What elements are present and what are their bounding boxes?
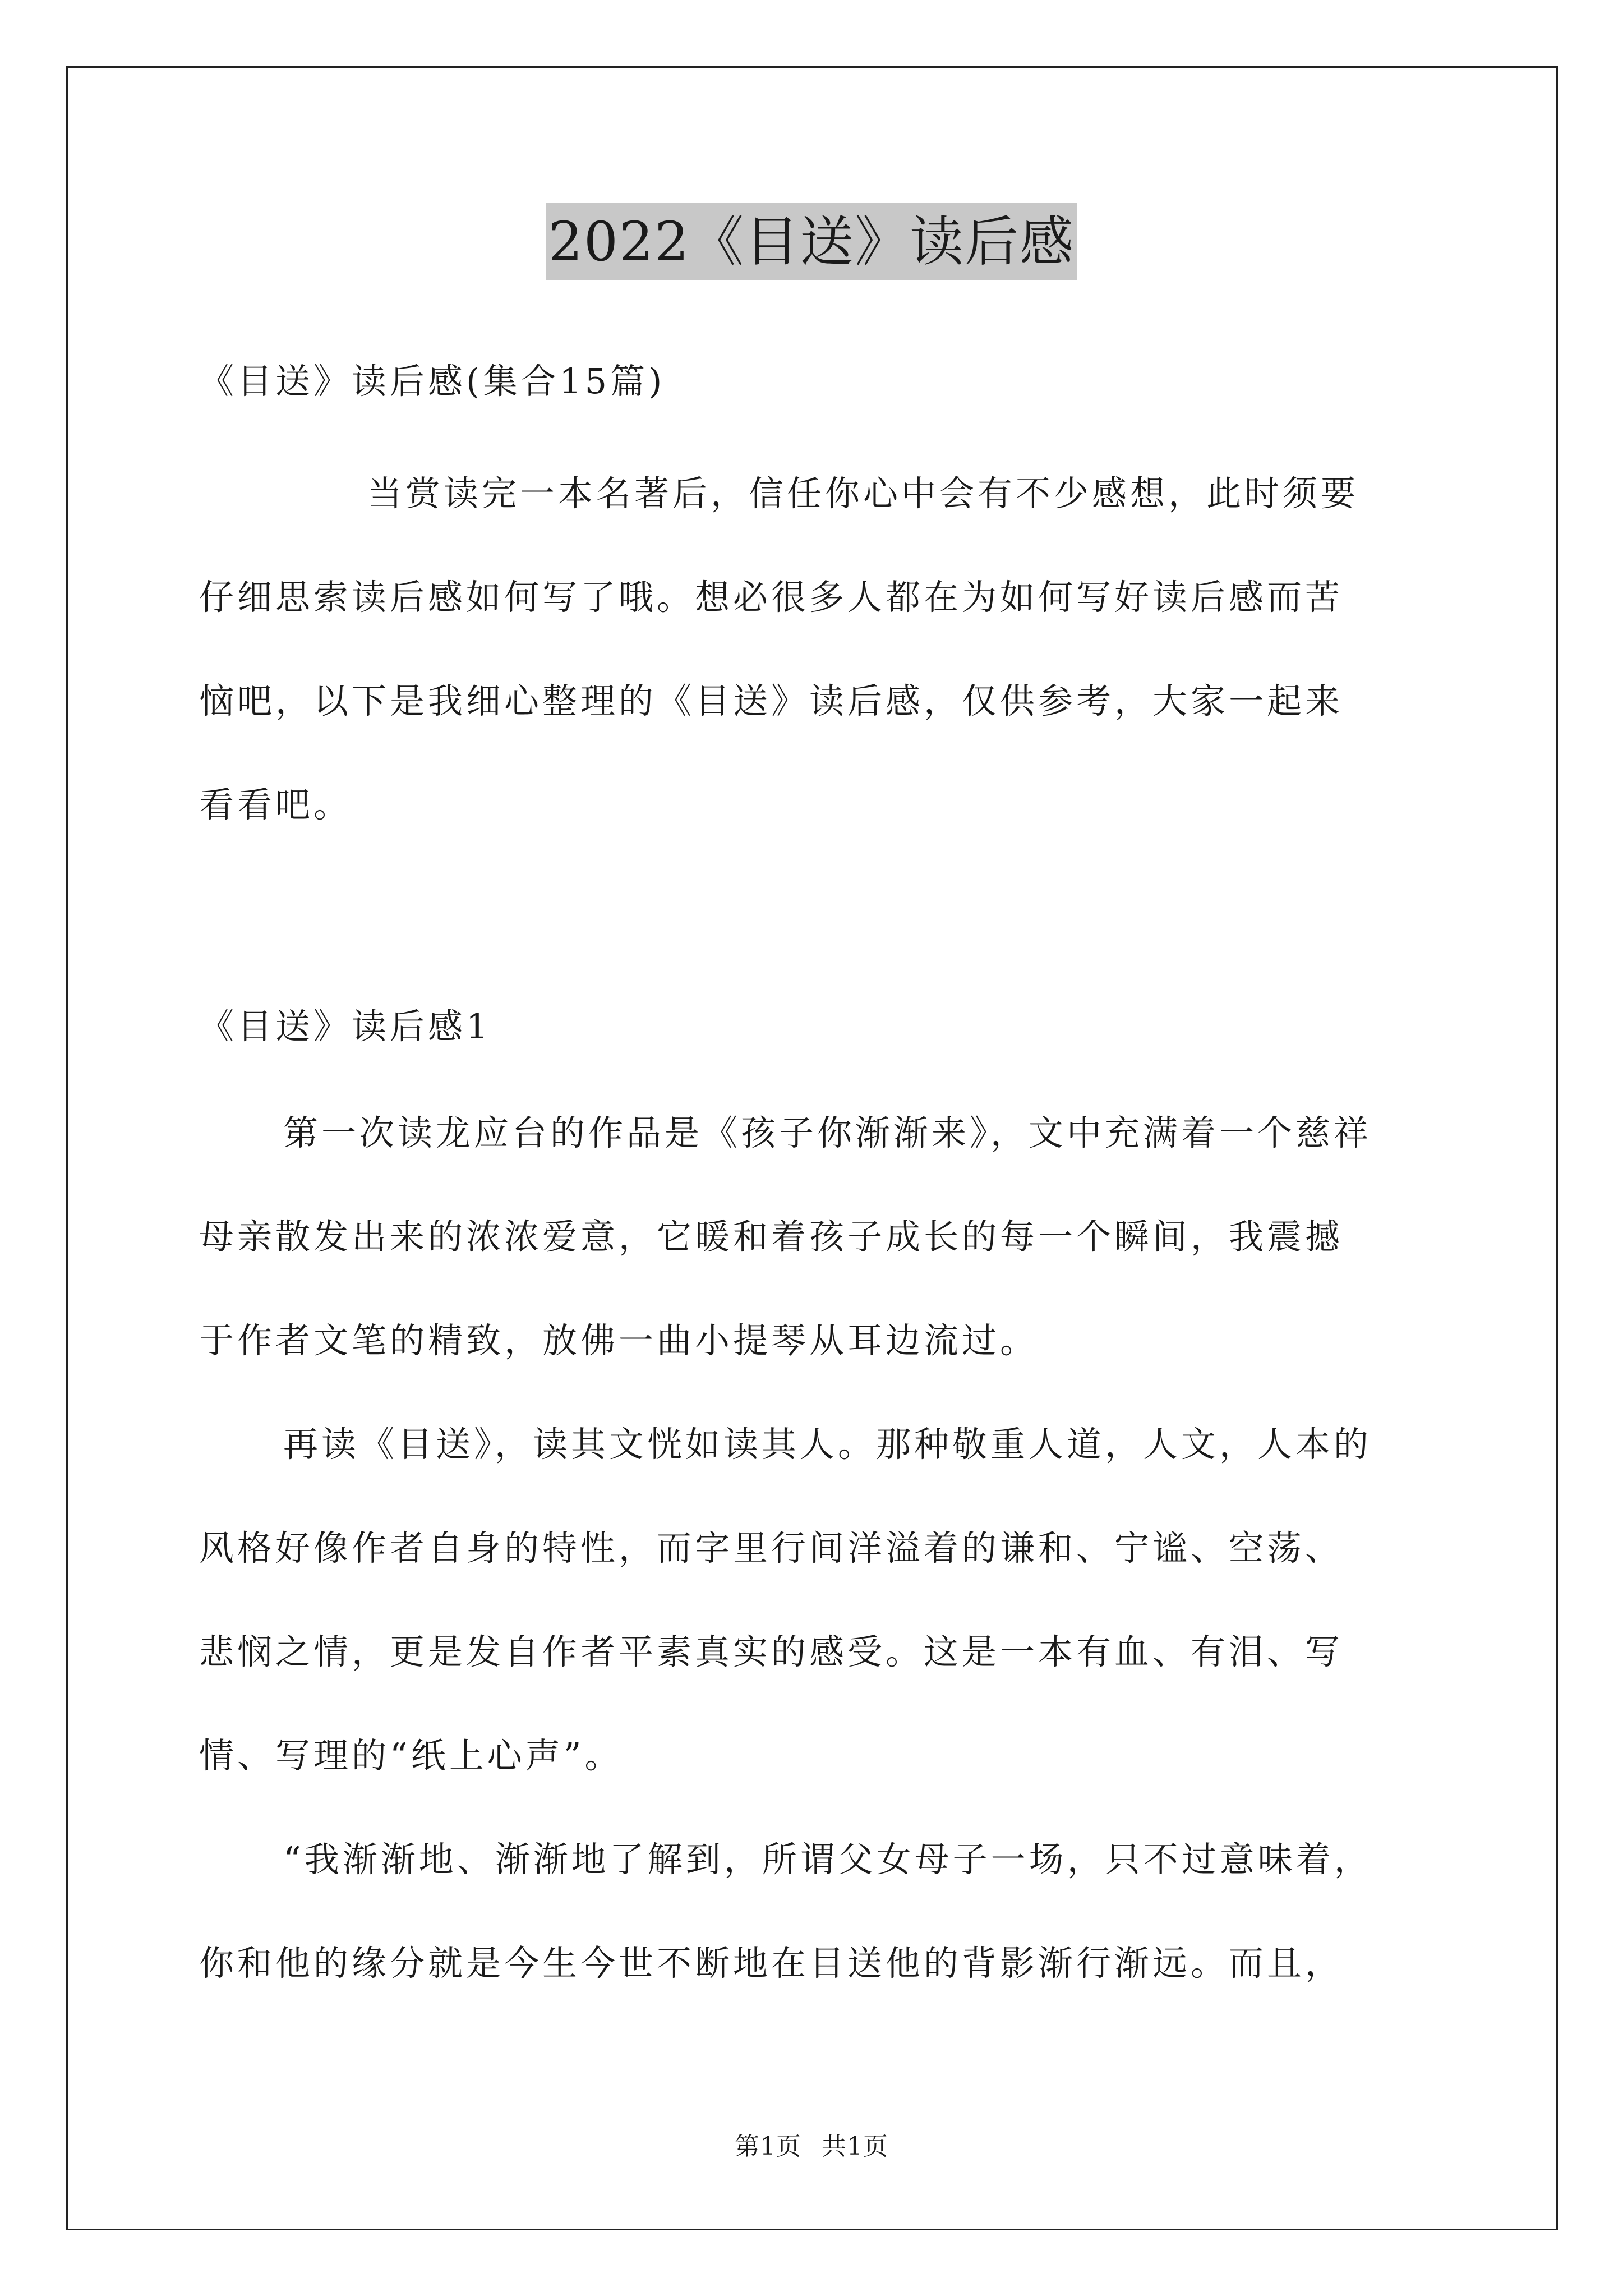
document-subtitle: 《目送》读后感(集合15篇) [199,361,666,402]
page-number-total: 共1页 [822,2132,888,2161]
intro-line: 恼吧，以下是我细心整理的《目送》读后感，仅供参考，大家一起来 [199,680,1344,721]
intro-line: 当赏读完一本名著后，信任你心中会有不少感想，此时须要 [367,473,1359,514]
paragraph-line: 于作者文笔的精致，放佛一曲小提琴从耳边流过。 [199,1320,1039,1361]
paragraph-line: 情、写理的“纸上心声”。 [199,1735,623,1776]
paragraph-line: 风格好像作者自身的特性，而字里行间洋溢着的谦和、宁谧、空荡、 [199,1527,1344,1568]
title-container [0,203,1623,280]
paragraph-line: 母亲散发出来的浓浓爱意，它暖和着孩子成长的每一个瞬间，我震撼 [199,1216,1344,1257]
page-footer [0,2126,1623,2162]
page-number-current: 第1页 [735,2132,801,2161]
paragraph-line: 你和他的缘分就是今生今世不断地在目送他的背影渐行渐远。而且， [199,1943,1344,1984]
section-heading: 《目送》读后感1 [199,1006,492,1047]
paragraph-line: 第一次读龙应台的作品是《孩子你渐渐来》，文中充满着一个慈祥 [283,1112,1372,1153]
paragraph-line: “我渐渐地、渐渐地了解到，所谓父女母子一场，只不过意味着， [283,1839,1372,1880]
document-title: 2022《目送》读后感 [546,203,1077,280]
intro-line: 仔细思索读后感如何写了哦。想必很多人都在为如何写好读后感而苦 [199,577,1344,618]
intro-line: 看看吧。 [199,784,352,825]
paragraph-line: 再读《目送》，读其文恍如读其人。那种敬重人道，人文，人本的 [283,1424,1372,1465]
paragraph-line: 悲悯之情，更是发自作者平素真实的感受。这是一本有血、有泪、写 [199,1631,1344,1672]
